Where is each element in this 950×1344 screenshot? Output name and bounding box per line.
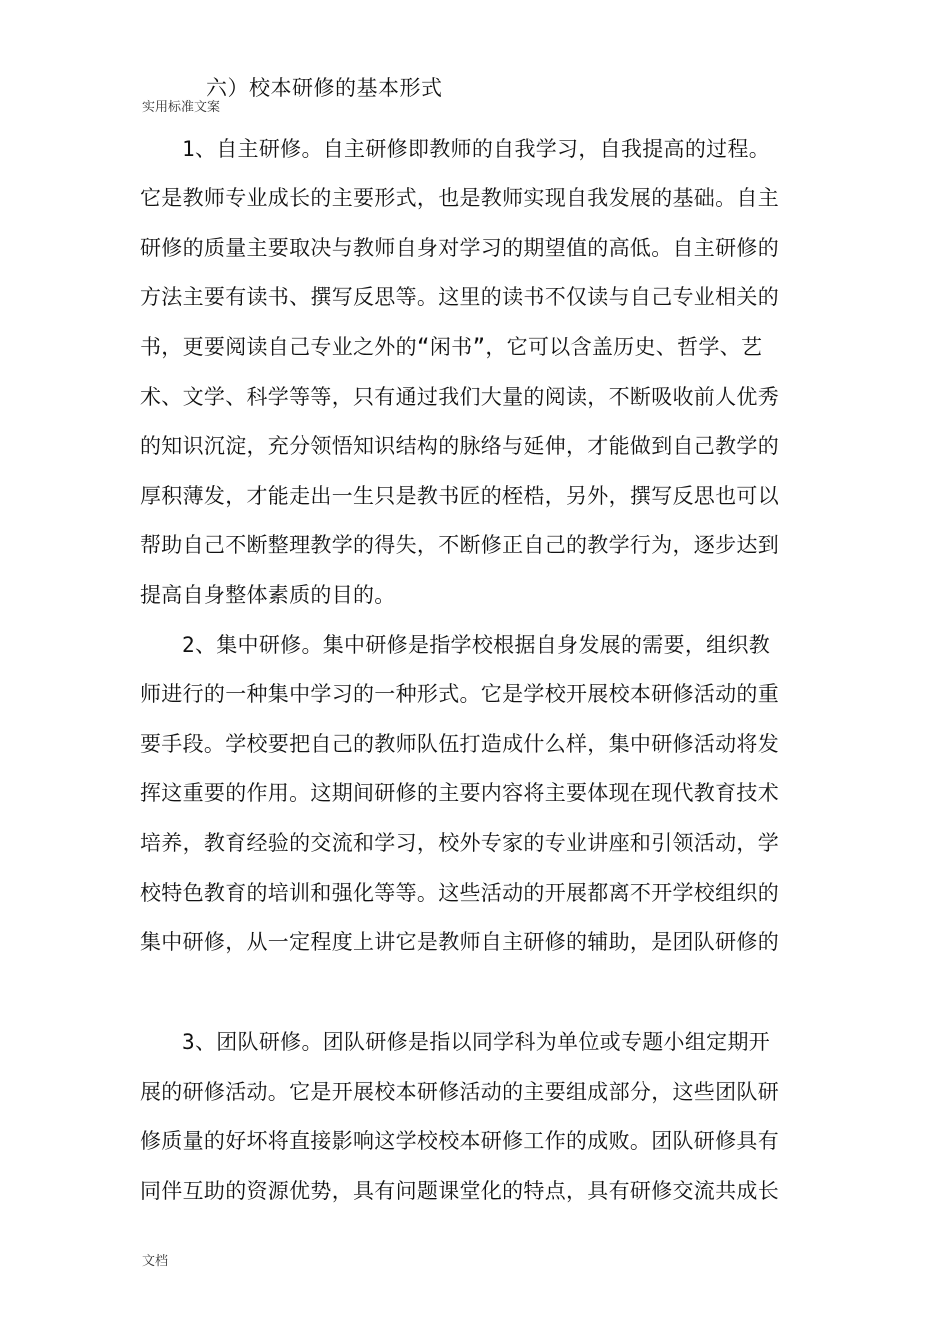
paragraph-1-line: 厚积薄发，才能走出一生只是教书匠的桎梏，另外，撰写反思也可以 [140,484,779,508]
paragraph-2-line: 集中研修，从一定程度上讲它是教师自主研修的辅助，是团队研修的 [140,930,779,954]
paragraph-2-line: 要手段。学校要把自己的教师队伍打造成什么样，集中研修活动将发 [140,732,779,756]
paragraph-3-line: 3、团队研修。团队研修是指以同学科为单位或专题小组定期开 [182,1030,771,1054]
paragraph-2-line: 师进行的一种集中学习的一种形式。它是学校开展校本研修活动的重 [140,682,779,706]
paragraph-1-line: 书，更要阅读自己专业之外的“闲书”，它可以含盖历史、哲学、艺 [140,335,763,359]
section-heading: 六）校本研修的基本形式 [206,76,443,100]
paragraph-1-line: 术、文学、科学等等，只有通过我们大量的阅读，不断吸收前人优秀 [140,385,779,409]
paragraph-3-line: 修质量的好坏将直接影响这学校校本研修工作的成败。团队研修具有 [140,1129,779,1153]
footer-label: 文档 [142,1254,169,1269]
paragraph-2-line: 挥这重要的作用。这期间研修的主要内容将主要体现在现代教育技术 [140,781,779,805]
paragraph-1-line: 帮助自己不断整理教学的得失，不断修正自己的教学行为，逐步达到 [140,533,779,557]
paragraph-3-line: 展的研修活动。它是开展校本研修活动的主要组成部分，这些团队研 [140,1080,779,1104]
paragraph-2-line: 2、集中研修。集中研修是指学校根据自身发展的需要，组织教 [182,633,771,657]
paragraph-1-line: 它是教师专业成长的主要形式，也是教师实现自我发展的基础。自主 [140,186,779,210]
paragraph-1-line: 提高自身整体素质的目的。 [140,583,396,607]
paragraph-1-line: 研修的质量主要取决与教师自身对学习的期望值的高低。自主研修的 [140,236,779,260]
paragraph-2-line: 培养，教育经验的交流和学习，校外专家的专业讲座和引领活动，学 [140,831,779,855]
paragraph-1-line: 方法主要有读书、撰写反思等。这里的读书不仅读与自己专业相关的 [140,285,779,309]
paragraph-2-line: 校特色教育的培训和强化等等。这些活动的开展都离不开学校组织的 [140,881,779,905]
header-label: 实用标准文案 [142,100,221,115]
paragraph-1-line: 1、自主研修。自主研修即教师的自我学习，自我提高的过程。 [182,137,771,161]
paragraph-3-line: 同伴互助的资源优势，具有问题课堂化的特点，具有研修交流共成长 [140,1179,779,1203]
paragraph-1-line: 的知识沉淀，充分领悟知识结构的脉络与延伸，才能做到自己教学的 [140,434,779,458]
